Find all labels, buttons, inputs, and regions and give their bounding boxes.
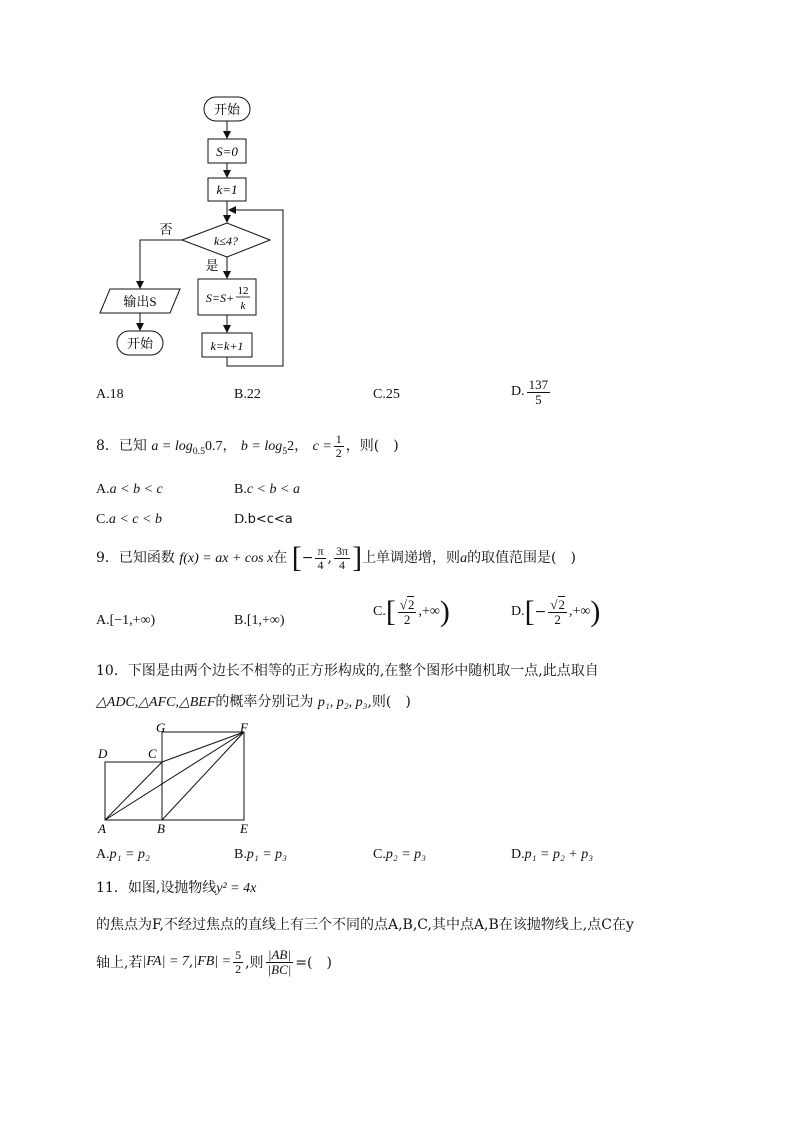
q7-option-b: B.22 [234, 387, 261, 402]
no-label: 否 [159, 222, 173, 237]
q9-option-c: C.[ $\frac{√2}{2}$ ,+∞) [373, 595, 450, 628]
two-squares-figure [90, 720, 270, 840]
condition-label: k≤4? [214, 234, 238, 248]
q10-option-d: D.p₁ = p₂ + p₃ [511, 847, 594, 862]
update-s-num: 12 [237, 285, 249, 297]
start-label: 开始 [213, 102, 241, 117]
init-k-label: k=1 [216, 182, 238, 197]
label-c: C [148, 746, 157, 761]
q8-option-b: B.c < b < a [234, 482, 300, 497]
q10-option-b: B.p₁ = p₃ [234, 847, 288, 862]
label-e: E [240, 821, 248, 836]
end-label: 开始 [126, 336, 154, 351]
q7-option-a: A.18 [96, 387, 124, 402]
update-s-prefix: S=S+ [205, 291, 235, 305]
init-s-label: S=0 [216, 144, 238, 159]
q11-stem-line3: 轴上,若|FA| = 7,|FB| = $\frac{5}{2}$ ,则 $\frac{|AB|}{|BC|}$ =( ) [96, 947, 332, 977]
q7-option-c: C.25 [373, 387, 400, 402]
q10-option-a: A.p₁ = p₂ [96, 847, 150, 862]
q10-option-c: C.p₂ = p₃ [373, 847, 427, 862]
q11-stem-line1: 11．如图,设抛物线y² = 4x [96, 880, 257, 896]
label-d: D [98, 746, 108, 761]
q10-stem-line2: △ADC,△AFC,△BEF的概率分别记为 p₁, p₂, p₃,则( ) [96, 694, 411, 710]
q8-stem: 8．已知 $a = \log_{0.5}0.7$， $b = \log_52$， c = $\frac{1}{2}$ ，则( ) [96, 432, 399, 460]
label-f: F [240, 720, 248, 735]
label-g: G [156, 720, 166, 735]
q8-number: 8． [96, 438, 119, 455]
q8-option-a: A.a < b < c [96, 482, 163, 497]
q9-stem: 9．已知函数 f(x) = ax + cos x在 [− $\frac{\pi}{4}$ , $\frac{3\pi}{4}$ ]上单调递增，则a的取值范围是( ) [96, 541, 576, 574]
label-b: B [157, 821, 165, 836]
output-label: 输出S [123, 294, 157, 309]
label-a: A [98, 821, 106, 836]
q10-stem-line1: 10．下图是由两个边长不相等的正方形构成的,在整个图形中随机取一点,此点取自 [96, 663, 599, 679]
flowchart [0, 0, 794, 380]
q8-option-c: C.a < c < b [96, 512, 162, 527]
q11-stem-line2: 的焦点为F,不经过焦点的直线上有三个不同的点A,B,C,其中点A,B在该抛物线上,点C在y [96, 917, 634, 933]
q9-option-d: D.[− $\frac{√2}{2}$ ,+∞) [511, 595, 601, 628]
q8-option-d: D.b<c<a [234, 512, 293, 527]
q7-option-d: D. $\frac{137}{5}$ [511, 377, 549, 407]
q9-option-b: B.[1,+∞) [234, 613, 285, 628]
update-s-den: k [240, 300, 246, 312]
yes-label: 是 [205, 258, 219, 273]
increment-label: k=k+1 [210, 339, 244, 353]
q9-option-a: A.[−1,+∞) [96, 613, 156, 628]
